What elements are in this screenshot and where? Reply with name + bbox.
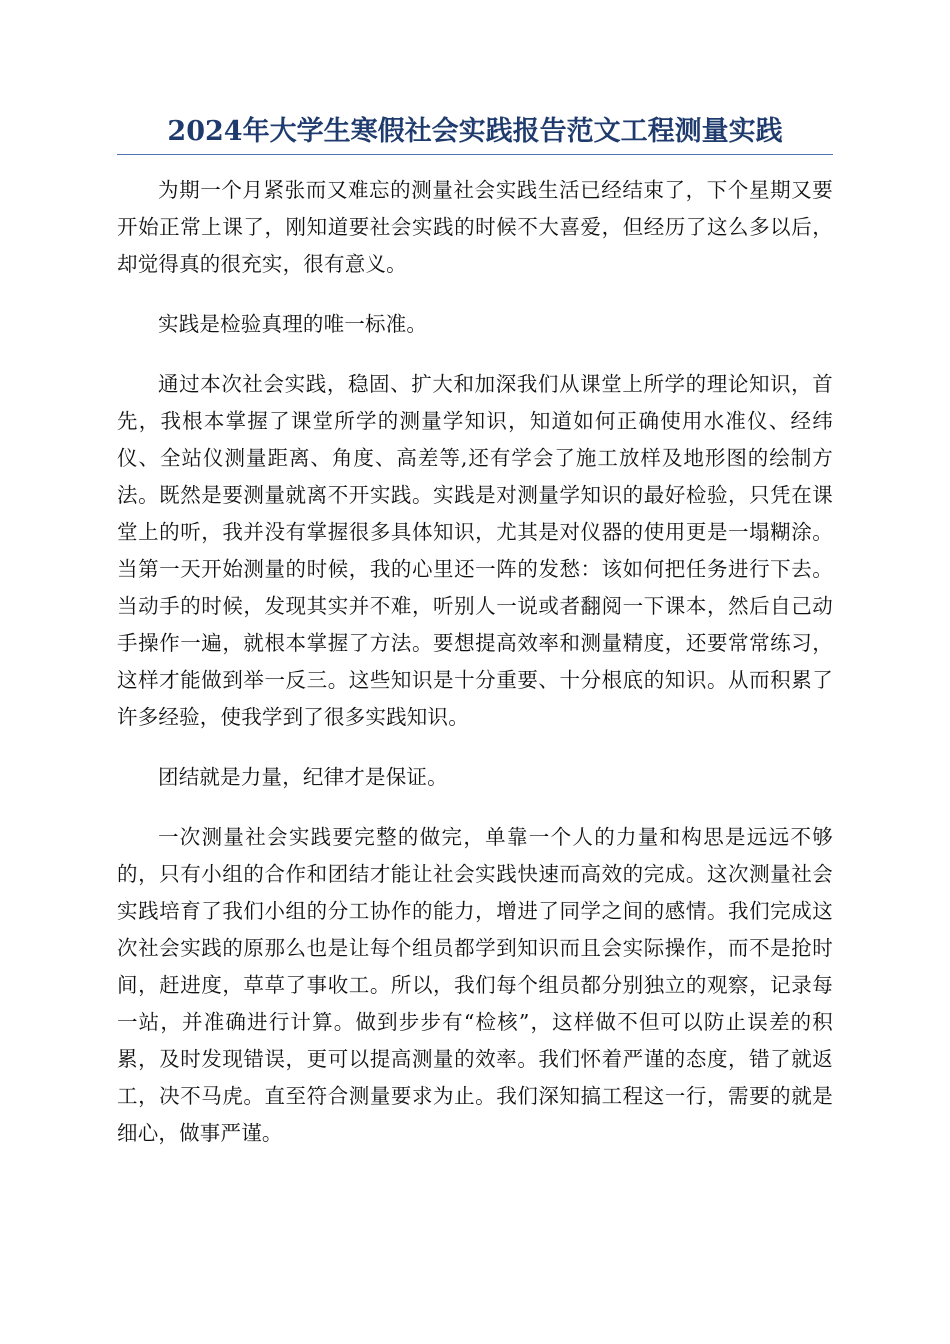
title-underline <box>117 154 833 155</box>
page-title: 2024年大学生寒假社会实践报告范文工程测量实践 <box>167 116 783 147</box>
paragraph: 实践是检验真理的唯一标准。 <box>158 312 428 336</box>
paragraph: 团结就是力量，纪律才是保证。 <box>158 765 448 789</box>
paragraph: 一次测量社会实践要完整的做完，单靠一个人的力量和构思是远远不够的，只有小组的合作和团结才能让社会实践快速而高效的完成。这次测量社会实践培育了我们小组的分工协作的能力，增进了同学之间的感情。我们完成这次社会实践的原那么也是让每个组员都学到知识而且会实际操作，而不是抢时间，赶进度，草草了事收工。所以，我们每个组员都分别独立的观察，记录每一站，并准确进行计算。做到步步有“检核”，这样做不但可以防止误差的积累，及时发现错误，更可以提高测量的效率。我们怀着严谨的态度，错了就返工，决不马虎。直至符合测量要求为止。我们深知搞工程这一行，需要的就是细心，做事严谨。 <box>117 825 833 1145</box>
paragraph: 为期一个月紧张而又难忘的测量社会实践生活已经结束了，下个星期又要开始正常上课了，刚知道要社会实践的时候不大喜爱，但经历了这么多以后，却觉得真的很充实，很有意义。 <box>117 178 833 276</box>
document-body <box>117 172 833 1175</box>
paragraph: 通过本次社会实践，稳固、扩大和加深我们从课堂上所学的理论知识，首先，我根本掌握了课堂所学的测量学知识，知道如何正确使用水准仪、经纬仪、全站仪测量距离、角度、高差等,还有学会了施工放样及地形图的绘制方法。既然是要测量就离不开实践。实践是对测量学知识的最好检验，只凭在课堂上的听，我并没有掌握很多具体知识，尤其是对仪器的使用更是一塌糊涂。当第一天开始测量的时候，我的心里还一阵的发愁：该如何把任务进行下去。当动手的时候，发现其实并不难，听别人一说或者翻阅一下课本，然后自己动手操作一遍，就根本掌握了方法。要想提高效率和测量精度，还要常常练习，这样才能做到举一反三。这些知识是十分重要、十分根底的知识。从而积累了许多经验，使我学到了很多实践知识。 <box>117 372 833 729</box>
